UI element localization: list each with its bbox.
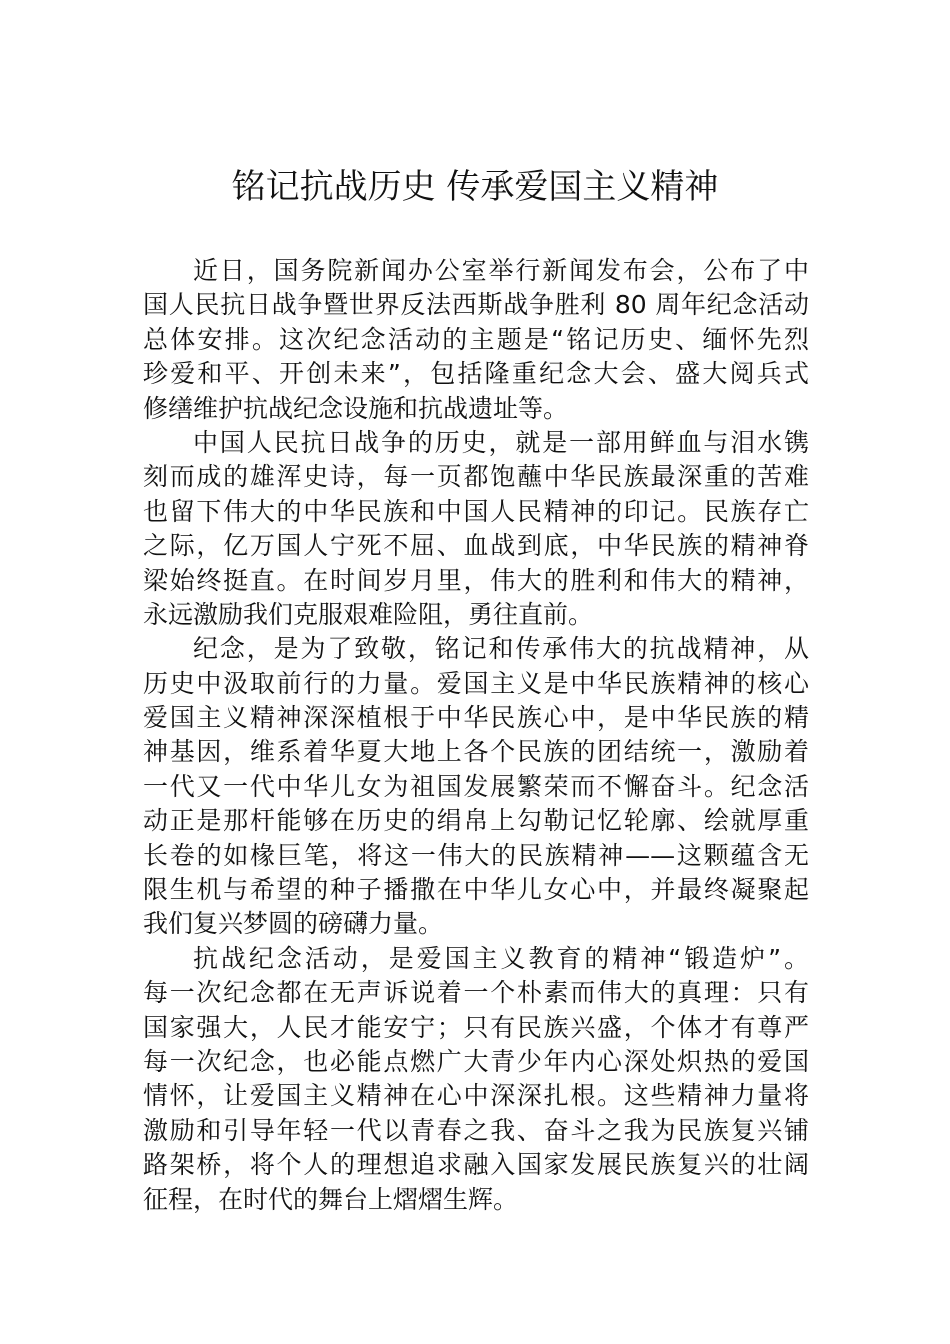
text-line: 激励和引导年轻一代以青春之我、奋斗之我为民族复兴铺 xyxy=(143,1115,809,1145)
paragraph xyxy=(143,942,809,1217)
paragraph xyxy=(143,426,809,632)
text-line: 每一次纪念，也必能点燃广大青少年内心深处炽热的爱国 xyxy=(143,1046,809,1076)
text-line: 永远激励我们克服艰难险阻，勇往直前。 xyxy=(143,599,594,629)
text-line: 限生机与希望的种子播撒在中华儿女心中，并最终凝聚起 xyxy=(143,875,809,905)
text-line: 爱国主义精神深深植根于中华民族心中，是中华民族的精 xyxy=(143,703,809,733)
text-line: 情怀，让爱国主义精神在心中深深扎根。这些精神力量将 xyxy=(143,1081,809,1111)
text-line: 近日，国务院新闻办公室举行新闻发布会，公布了中 xyxy=(193,256,809,285)
text-line: 梁始终挺直。在时间岁月里，伟大的胜利和伟大的精神， xyxy=(143,565,809,595)
text-line: 我们复兴梦圆的磅礴力量。 xyxy=(143,909,444,939)
document-title: 铭记抗战历史 传承爱国主义精神 xyxy=(231,167,719,207)
text-line: 之际，亿万国人宁死不屈、血战到底，中华民族的精神脊 xyxy=(143,531,809,561)
text-line: 总体安排。这次纪念活动的主题是“铭记历史、缅怀先烈 xyxy=(143,324,809,354)
text-line: 刻而成的雄浑史诗，每一页都饱蘸中华民族最深重的苦难 xyxy=(143,462,809,492)
text-line: 修缮维护抗战纪念设施和抗战遗址等。 xyxy=(143,393,569,423)
text-line: 动正是那杆能够在历史的绢帛上勾勒记忆轮廓、绘就厚重 xyxy=(143,806,809,836)
text-line: 也留下伟大的中华民族和中国人民精神的印记。民族存亡 xyxy=(143,496,809,526)
text-line: 长卷的如椽巨笔，将这一伟大的民族精神——这颗蕴含无 xyxy=(143,840,809,870)
text-line: 中国人民抗日战争的历史，就是一部用鲜血与泪水镌 xyxy=(193,427,809,457)
text-line: 每一次纪念都在无声诉说着一个朴素而伟大的真理：只有 xyxy=(143,978,809,1008)
text-line: 抗战纪念活动，是爱国主义教育的精神“锻造炉”。 xyxy=(193,943,809,973)
text-line: 征程，在时代的舞台上熠熠生辉。 xyxy=(143,1184,519,1214)
text-line: 历史中汲取前行的力量。爱国主义是中华民族精神的核心 xyxy=(143,668,809,698)
text-line: 一代又一代中华儿女为祖国发展繁荣而不懈奋斗。纪念活 xyxy=(143,771,809,801)
text-line: 国家强大，人民才能安宁；只有民族兴盛，个体才有尊严 xyxy=(143,1012,809,1042)
text-line: 珍爱和平、开创未来”，包括隆重纪念大会、盛大阅兵式 xyxy=(143,359,809,389)
text-line: 路架桥，将个人的理想追求融入国家发展民族复兴的壮阔 xyxy=(143,1150,809,1180)
text-line: 国人民抗日战争暨世界反法西斯战争胜利 80 周年纪念活动 xyxy=(143,290,809,320)
paragraph xyxy=(143,632,809,942)
text-line: 神基因，维系着华夏大地上各个民族的团结统一，激励着 xyxy=(143,737,809,767)
document-body xyxy=(143,254,809,1217)
paragraph xyxy=(143,254,809,426)
text-line: 纪念，是为了致敬，铭记和传承伟大的抗战精神，从 xyxy=(193,634,809,664)
